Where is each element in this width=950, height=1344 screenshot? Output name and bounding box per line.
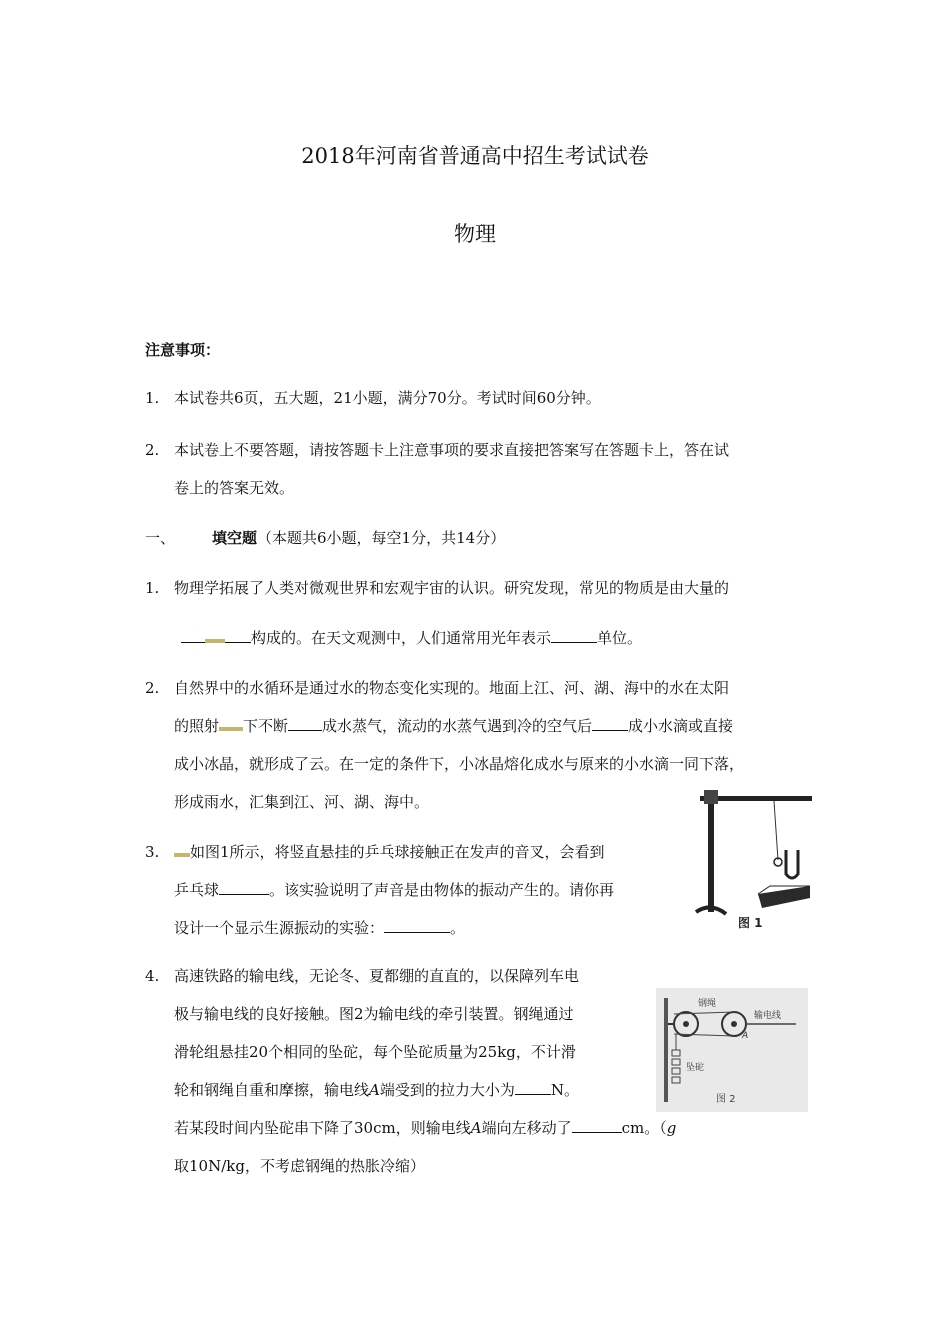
notice-heading: 注意事项： xyxy=(145,341,221,359)
answer-blank[interactable] xyxy=(592,716,628,731)
figure-2-label: 图 2 xyxy=(716,1094,736,1105)
section-1-heading xyxy=(212,528,505,548)
highlight-mark xyxy=(174,853,190,857)
page-title: 2018年河南省普通高中招生考试试卷 xyxy=(301,144,649,168)
q2-line-c: 成小冰晶，就形成了云。在一定的条件下，小冰晶熔化成水与原来的小水滴一同下落， xyxy=(174,755,745,773)
q1-num: 1. xyxy=(145,579,160,597)
q1-line-a: 物理学拓展了人类对微观世界和宏观宇宙的认识。研究发现，常见的物质是由大量的 xyxy=(174,579,730,597)
highlight-mark xyxy=(205,639,225,643)
q4-line-d: 轮和钢绳自重和摩擦，输电线A端受到的拉力大小为 N。 xyxy=(174,1081,580,1099)
subject-title: 物理 xyxy=(454,222,496,246)
q3-line-b: 乒乓球 。该实验说明了声音是由物体的振动产生的。请你再 xyxy=(174,881,615,899)
answer-blank[interactable] xyxy=(288,716,322,731)
q3-num: 3. xyxy=(145,843,160,861)
q4-line-a: 高速铁路的输电线，无论冬、夏都绷的直直的，以保障列车电 xyxy=(174,967,580,985)
answer-blank[interactable] xyxy=(219,880,269,895)
q2-line-d: 形成雨水，汇集到江、河、湖、海中。 xyxy=(174,793,430,811)
string xyxy=(774,801,778,860)
section-1-title: 填空题 xyxy=(212,529,258,547)
q3-line-a: 如图1所示，将竖直悬挂的乒乓球接触正在发声的音叉，会看到 xyxy=(174,842,605,862)
label-power-line: 输电线 xyxy=(754,1011,782,1021)
answer-blank[interactable] xyxy=(551,628,597,643)
answer-blank[interactable] xyxy=(225,628,251,643)
tuning-fork xyxy=(786,850,798,878)
label-a: A xyxy=(742,1031,749,1041)
notice-item-2-num: 2. xyxy=(145,441,160,459)
q3-line-c: 设计一个显示生源振动的实验： 。 xyxy=(174,919,466,937)
wall-pole xyxy=(664,998,668,1102)
answer-blank[interactable] xyxy=(181,628,205,643)
q4-line-b: 极与输电线的良好接触。图2为输电线的牵引装置。钢绳通过 xyxy=(174,1005,574,1023)
answer-blank[interactable] xyxy=(515,1080,551,1095)
answer-blank[interactable] xyxy=(572,1118,622,1133)
stand-clamp xyxy=(704,790,718,804)
q2-num: 2. xyxy=(145,679,160,697)
section-1-desc: （本题共6小题，每空1分，共14分） xyxy=(257,529,506,547)
highlight-mark xyxy=(219,727,243,731)
q2-line-a: 自然界中的水循环是通过水的物态变化实现的。地面上江、河、湖、海中的水在太阳 xyxy=(174,679,730,697)
q1-line-b: 构成的。在天文观测中，人们通常用光年表示 单位。 xyxy=(181,628,642,648)
notice-item-1-num: 1. xyxy=(145,389,160,407)
figure-1-tuning-fork-apparatus xyxy=(686,782,820,932)
label-steel-rope: 钢绳 xyxy=(698,999,717,1009)
section-1-num: 一、 xyxy=(145,529,176,547)
q4-num: 4. xyxy=(145,967,160,985)
q4-line-c: 滑轮组悬挂20个相同的坠砣，每个坠砣质量为25kg，不计滑 xyxy=(174,1043,576,1061)
q4-line-f: 取10N/kg，不考虑钢绳的热胀冷缩） xyxy=(174,1157,425,1175)
notice-item-1: 本试卷共6页，五大题，21小题，满分70分。考试时间60分钟。 xyxy=(174,389,601,407)
notice-item-2-line-b: 卷上的答案无效。 xyxy=(174,479,295,497)
notice-item-2-line-a: 本试卷上不要答题，请按答题卡上注意事项的要求直接把答案写在答题卡上，答在试 xyxy=(174,441,730,459)
q2-line-b: 的照射 下不断 成水蒸气，流动的水蒸气遇到冷的空气后 成小水滴或直接 xyxy=(174,717,734,735)
figure-2-pulley-system xyxy=(656,988,808,1112)
label-counterweight: 坠砣 xyxy=(686,1063,705,1073)
stand-pole xyxy=(708,792,714,912)
answer-blank[interactable] xyxy=(384,918,450,933)
q4-line-e: 若某段时间内坠砣串下降了30cm，则输电线A端向左移动了 cm。（g xyxy=(174,1119,677,1137)
figure-1-label: 图 1 xyxy=(738,916,763,930)
